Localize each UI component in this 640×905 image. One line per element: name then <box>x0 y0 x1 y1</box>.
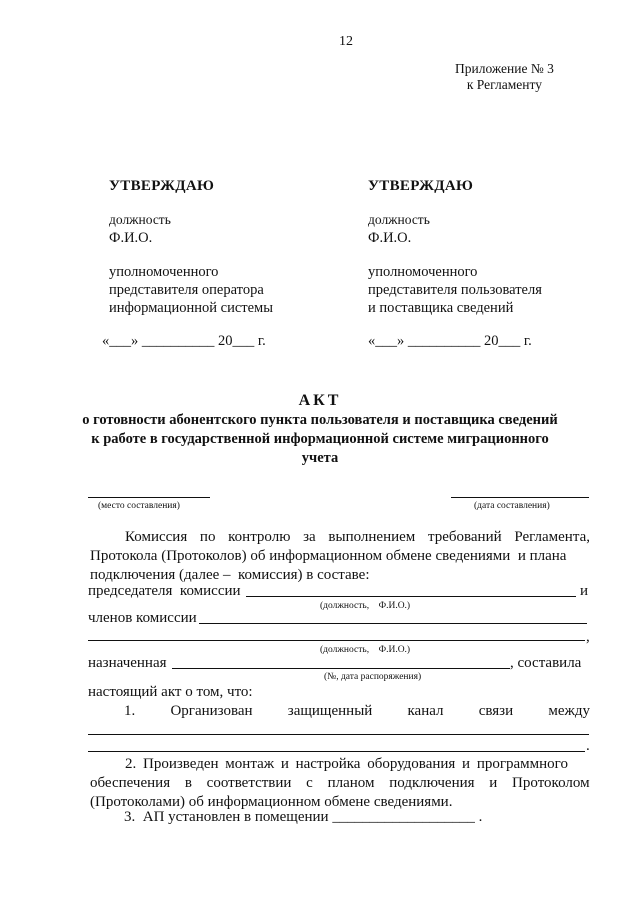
word: связи <box>478 703 514 719</box>
approval-role-line-3: и поставщика сведений <box>368 300 514 316</box>
approval-position: должность <box>368 212 430 227</box>
item-1-field-line-2[interactable] <box>88 751 585 752</box>
intro-line-3: подключения (далее – комиссия) в составе: <box>90 567 370 583</box>
members-suffix: , <box>586 629 590 645</box>
word: между <box>548 703 590 719</box>
title-line-1: о готовности абонентского пункта пользователя и поставщика сведений <box>82 412 558 428</box>
approval-position: должность <box>109 212 171 227</box>
approval-block-user <box>368 177 542 350</box>
document-title <box>0 391 640 468</box>
act-intro: настоящий акт о том, что: <box>88 684 253 700</box>
chairman-suffix: и <box>580 583 589 599</box>
item-2-line-1 <box>90 755 590 774</box>
word: выполнением <box>328 529 416 545</box>
chairman-caption: (должность, Ф.И.О.) <box>320 601 411 611</box>
approval-heading: УТВЕРЖДАЮ <box>368 178 474 194</box>
item-3-end: . <box>478 809 483 825</box>
approval-heading: УТВЕРЖДАЮ <box>109 178 215 194</box>
word: Регламента, <box>514 529 590 545</box>
approval-date-line: «___» __________ 20___ г. <box>368 333 532 349</box>
item-2-line-2: обеспечения в соответствии с планом подключения и Протоколом <box>90 775 590 791</box>
word: защищенный <box>287 703 373 719</box>
word: требований <box>427 529 502 545</box>
place-caption: (место составления) <box>98 501 180 511</box>
item-3-room-field[interactable]: ___________________ <box>332 809 475 825</box>
word: Организован <box>170 703 253 719</box>
date-field-line[interactable] <box>451 497 589 498</box>
item-1-end: . <box>586 738 590 754</box>
intro-line-1 <box>90 528 590 547</box>
date-caption: (дата составления) <box>474 501 550 511</box>
approval-role-line-2: представителя пользователя <box>368 282 542 298</box>
item-1-field-line-1[interactable] <box>88 734 589 735</box>
approval-role-line-2: представителя оператора <box>109 282 264 298</box>
place-field-line[interactable] <box>88 497 210 498</box>
intro-paragraph <box>90 528 590 585</box>
appointed-field-line[interactable] <box>172 668 510 669</box>
item-number: 1. <box>124 703 136 719</box>
appointed-caption: (№, дата распоряжения) <box>324 672 422 682</box>
item-1 <box>124 702 590 721</box>
annex-line-2: к Регламенту <box>466 77 542 92</box>
approval-fio: Ф.И.О. <box>109 230 153 246</box>
intro-line-2: Протокола (Протоколов) об информационном обмене сведениями и плана <box>90 548 567 564</box>
appointed-label: назначенная <box>88 655 167 671</box>
title-line-2: к работе в государственной информационной системе миграционного <box>91 431 549 447</box>
approval-role-line-3: информационной системы <box>109 300 273 316</box>
title-line-3: учета <box>301 450 339 466</box>
appointed-suffix: , составила <box>510 655 582 671</box>
approval-block-operator <box>102 177 273 350</box>
members-caption: (должность, Ф.И.О.) <box>320 645 411 655</box>
members-field-line-2[interactable] <box>88 640 585 641</box>
title-main: АКТ <box>298 392 342 409</box>
word: Комиссия <box>125 529 188 545</box>
word: по <box>199 529 216 545</box>
item-2 <box>90 755 590 812</box>
item-3 <box>124 808 482 827</box>
members-field-line-1[interactable] <box>199 623 587 624</box>
word: канал <box>407 703 444 719</box>
approval-fio: Ф.И.О. <box>368 230 412 246</box>
annex-reference <box>455 61 554 93</box>
approval-role-line-1: уполномоченного <box>109 264 219 280</box>
chairman-field-line[interactable] <box>246 596 576 597</box>
item-3-text: 3. АП установлен в помещении <box>124 809 329 825</box>
page-number: 12 <box>339 34 353 49</box>
approval-role-line-1: уполномоченного <box>368 264 478 280</box>
item-2-line-1-text: 2. Произведен монтаж и настройка оборудования и программного <box>125 756 568 772</box>
word: за <box>303 529 316 545</box>
item-2-line-3: (Протоколами) об информационном обмене сведениями. <box>90 794 453 810</box>
word: контролю <box>228 529 291 545</box>
approval-date-line: «___» __________ 20___ г. <box>102 333 266 349</box>
annex-line-1: Приложение № 3 <box>455 61 554 76</box>
members-label: членов комиссии <box>88 610 197 626</box>
chairman-label: председателя комиссии <box>88 583 241 599</box>
